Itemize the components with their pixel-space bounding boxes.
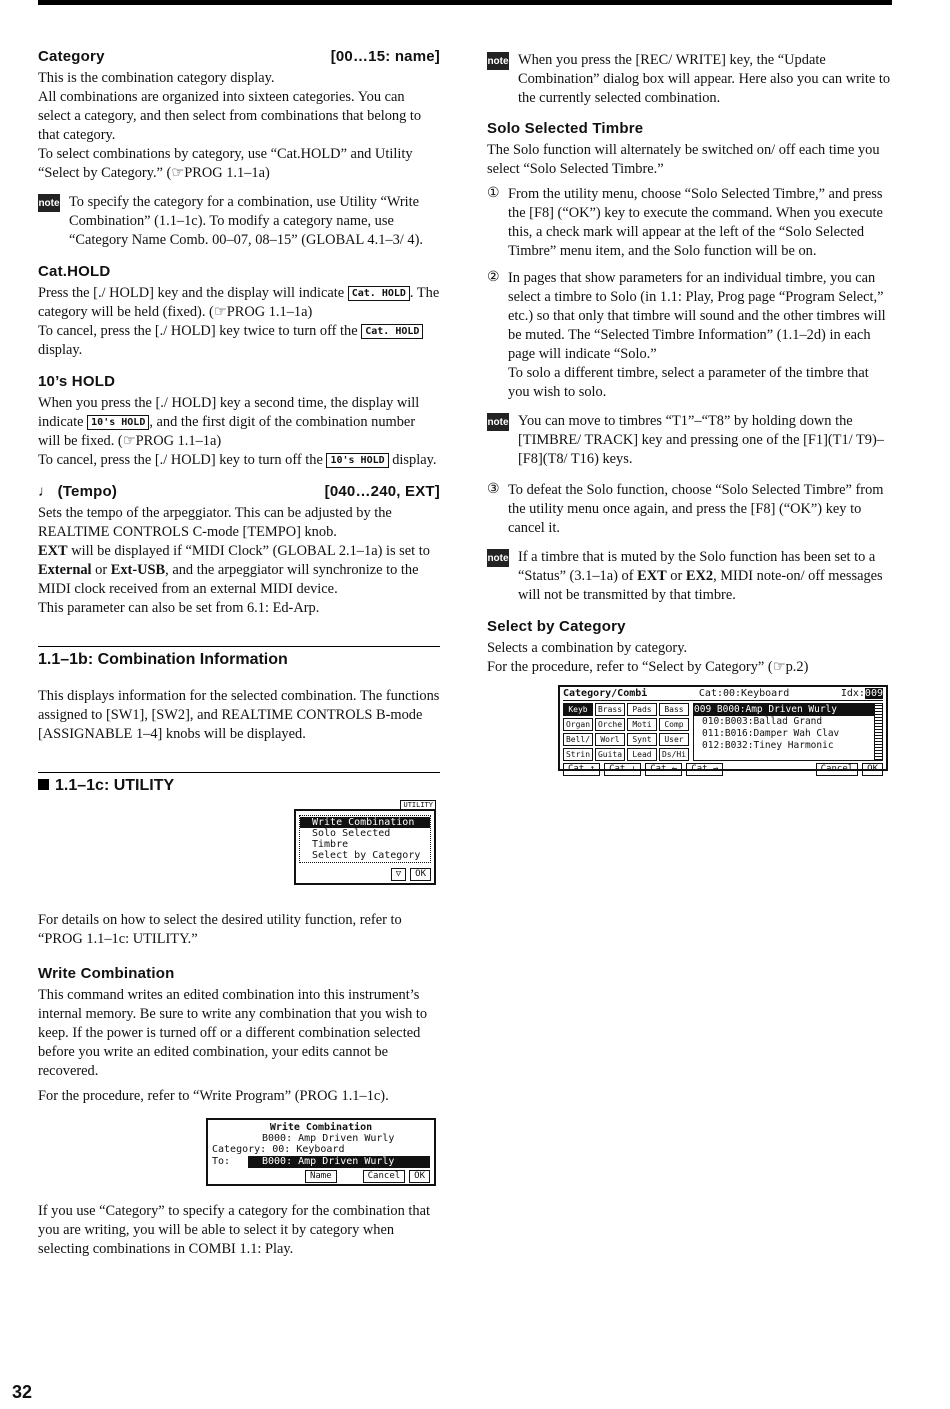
- utility-tag: UTILITY: [400, 800, 436, 810]
- utility-menu-list: [299, 815, 431, 863]
- category-screen-title: Category/Combi: [563, 688, 648, 699]
- note3-ext2: EX2: [685, 568, 714, 584]
- write-dialog-buttons: [212, 1170, 430, 1183]
- write-cat-label: Category:: [212, 1144, 267, 1155]
- heading-tenshold: [38, 373, 440, 390]
- category-screen-body: [563, 703, 883, 761]
- cat-up-button[interactable]: Cat ↑: [563, 763, 600, 776]
- note3-ext: EXT: [637, 568, 667, 584]
- step-2-text-wrap: [508, 269, 892, 402]
- category-tab[interactable]: Bass: [659, 703, 689, 716]
- tenshold-lcd: 10's HOLD: [87, 415, 149, 430]
- category-body-1: This is the combination category display.: [38, 70, 275, 86]
- category-tab[interactable]: Guita: [595, 748, 625, 761]
- write-name-button[interactable]: Name: [305, 1170, 337, 1183]
- cat-right-button[interactable]: Cat →: [686, 763, 723, 776]
- heading-select-by-category: [487, 618, 892, 635]
- category-tab[interactable]: Ds/Hi: [659, 748, 689, 761]
- section-solo: [487, 120, 892, 605]
- section-category: [38, 48, 440, 250]
- section-write: [38, 965, 440, 1259]
- note-update-combination: [487, 51, 892, 108]
- write-dialog-title: Write Combination: [269, 1122, 373, 1133]
- page-number: 32: [12, 1382, 33, 1402]
- category-tab[interactable]: Synt: [627, 733, 657, 746]
- tempo-extusb: Ext-USB: [110, 562, 166, 578]
- cat-move-buttons: [563, 763, 723, 776]
- note-muted-timbre-text: [518, 548, 892, 605]
- solo-title: Solo Selected Timbre: [487, 120, 644, 137]
- solo-step-2: [487, 269, 892, 402]
- note-top-text: When you press the [REC/ WRITE] key, the “Update Combination” dialog box will appear. Here also you can write to the currently selected combination.: [518, 52, 891, 106]
- utility-heading-text: 1.1–1c: UTILITY: [55, 777, 175, 794]
- heading-combination-information: 1.1–1b: Combination Information: [38, 646, 440, 669]
- idx-value[interactable]: 009: [864, 688, 883, 699]
- step-1-text: From the utility menu, choose “Solo Selected Timbre,” and press the [F8] (“OK”) key to execute the command. When you execute this, a check mark will appear at the left of the “Solo Selected Timbre” menu item, and the Solo function will be on.: [508, 186, 883, 259]
- list-scrollbar[interactable]: [874, 704, 882, 760]
- note-timbre-keys: [487, 412, 892, 469]
- cathold-lcd-2: Cat. HOLD: [361, 324, 423, 339]
- utility-body: For details on how to select the desired utility function, refer to “PROG 1.1–1c: UTILITY.”: [38, 912, 402, 947]
- step-3-text: To defeat the Solo function, choose “Solo Selected Timbre” from the utility menu once again, and press the [F8] (“OK”) key to cancel it.: [508, 482, 884, 536]
- step-3-text-wrap: [508, 481, 892, 538]
- category-body-3: To select combinations by category, use “Cat.HOLD” and Utility “Select by Category.” (☞PROG 1.1–1a): [38, 146, 413, 181]
- step-3-number: ③: [487, 482, 500, 497]
- note-icon: note: [38, 194, 60, 212]
- category-note: [38, 193, 440, 250]
- category-note-text: To specify the category for a combination, use Utility “Write Combination” (1.1–1c). To modify a category name, use “Category Name Comb. 00–07, 08–15” (GLOBAL 4.1–3/ 4).: [69, 194, 423, 248]
- category-tab[interactable]: Pads: [627, 703, 657, 716]
- cat-ok-button[interactable]: OK: [862, 763, 883, 776]
- category-tab[interactable]: Comp: [659, 718, 689, 731]
- write-dialog-to[interactable]: [212, 1156, 430, 1168]
- write-p2: For the procedure, refer to “Write Program” (PROG 1.1–1c).: [38, 1088, 389, 1104]
- cathold-p2b: display.: [38, 342, 83, 358]
- selectcat-p1: Selects a combination by category.: [487, 640, 688, 656]
- menu-item-solo-selected-timbre[interactable]: Solo Selected Timbre: [312, 828, 391, 850]
- heading-write: [38, 965, 440, 982]
- category-body-2: All combinations are organized into sixteen categories. You can select a category, and then select from combinations that belong to that category.: [38, 89, 422, 143]
- note-icon: note: [487, 549, 509, 567]
- write-cancel-button[interactable]: Cancel: [363, 1170, 406, 1183]
- step-2-number: ②: [487, 270, 500, 285]
- tenshold-lcd-2: 10's HOLD: [326, 453, 388, 468]
- left-column: [38, 48, 440, 1272]
- write-cat-value: 00: Keyboard: [272, 1144, 345, 1155]
- tenshold-title: 10’s HOLD: [38, 373, 116, 390]
- cat-down-button[interactable]: Cat ↓: [604, 763, 641, 776]
- menu-item-select-by-category[interactable]: Select by Category: [312, 850, 421, 861]
- heading-solo: [487, 120, 892, 137]
- square-bullet-icon: [38, 779, 49, 790]
- section-tempo: [38, 483, 440, 618]
- tenshold-p2a: To cancel, press the [./ HOLD] key to turn off the: [38, 452, 327, 468]
- category-tab[interactable]: Lead: [627, 748, 657, 761]
- category-screen-cat: Cat:00:Keyboard: [698, 688, 790, 699]
- note-muted-timbre: [487, 548, 892, 605]
- note-icon: note: [487, 52, 509, 70]
- tenshold-p1b: , and the first digit of the combination number will be fixed. (☞PROG 1.1–1a): [38, 414, 416, 449]
- section-select-by-category: [487, 618, 892, 774]
- idx-label: Idx:: [840, 688, 865, 699]
- cat-cancel-button[interactable]: Cancel: [816, 763, 859, 776]
- selectcat-p2: For the procedure, refer to “Select by Category” (☞p.2): [487, 659, 809, 675]
- category-tab[interactable]: Worl: [595, 733, 625, 746]
- utility-ok-button[interactable]: OK: [410, 868, 431, 881]
- write-dialog-name: B000: Amp Driven Wurly: [262, 1133, 395, 1144]
- tenshold-p1a: When you press the [./ HOLD] key a second time, the display will indicate: [38, 395, 420, 430]
- note3a: If a timbre that is muted by the Solo function has been set to a “Status” (3.1–1a) of: [518, 549, 876, 584]
- cathold-title: Cat.HOLD: [38, 263, 111, 280]
- category-tab[interactable]: Bell/: [563, 733, 593, 746]
- selectcat-title: Select by Category: [487, 618, 626, 635]
- solo-step-1: [487, 185, 892, 261]
- tempo-p2a: will be displayed if “MIDI Clock” (GLOBAL 2.1–1a) is set to: [67, 543, 430, 559]
- write-to-value[interactable]: B000: Amp Driven Wurly: [248, 1156, 430, 1168]
- cathold-p1b: . The category will be held (fixed). (☞PROG 1.1–1a): [38, 285, 440, 320]
- heading-tempo: [38, 483, 440, 500]
- section-tenshold: [38, 373, 440, 470]
- note-icon: note: [487, 413, 509, 431]
- top-rule: [38, 0, 892, 5]
- menu-item-write-combination[interactable]: Write Combination: [300, 817, 430, 828]
- write-p3: If you use “Category” to specify a category for the combination that you are writing, you will be able to select it by category when selecting combinations in COMBI 1.1: Play.: [38, 1203, 431, 1257]
- utility-menu-frame: [294, 809, 436, 885]
- cathold-p1: [38, 284, 440, 322]
- cat-dialog-buttons: [816, 763, 883, 776]
- tenshold-p1: [38, 394, 440, 451]
- tempo-ext: EXT: [38, 543, 68, 559]
- write-dialog-category[interactable]: [212, 1144, 430, 1156]
- category-tab[interactable]: Organ: [563, 718, 593, 731]
- tempo-external: External: [38, 562, 92, 578]
- tempo-p1: Sets the tempo of the arpeggiator. This can be adjusted by the REALTIME CONTROLS C-mode [TEMPO] knob.: [38, 505, 392, 540]
- list-item[interactable]: 010:B003:Ballad Grand: [702, 716, 823, 727]
- right-column: [487, 48, 892, 784]
- cat-left-button[interactable]: Cat ←: [645, 763, 682, 776]
- solo-intro: The Solo function will alternately be switched on/ off each time you select “Solo Selected Timbre.”: [487, 142, 880, 177]
- list-item[interactable]: 009 B000:Amp Driven Wurly: [694, 704, 874, 716]
- write-ok-button[interactable]: OK: [409, 1170, 430, 1183]
- category-tab[interactable]: Keyb: [563, 703, 593, 716]
- info-body: This displays information for the selected combination. The functions assigned to [SW1], [SW2], and REALTIME CONTROLS B-mode [ASSIGNABLE 1–4] knobs will be displayed.: [38, 688, 440, 742]
- step-2-text-a: In pages that show parameters for an individual timbre, you can select a timbre to Solo (in 1.1: Play, Prog page “Program Select,” etc.) so that only that timbre will sound and the other timbres will be muted. The “Selected Timbre Information” (1.1–2d) in each page will indicate “Solo.”: [508, 270, 886, 362]
- category-screen-header: [563, 688, 883, 701]
- step-1-text-wrap: [508, 185, 892, 261]
- category-tab[interactable]: User: [659, 733, 689, 746]
- cathold-p1a: Press the [./ HOLD] key and the display will indicate: [38, 285, 348, 301]
- heading-cathold: [38, 263, 440, 280]
- write-dialog-screen: [206, 1118, 436, 1186]
- tempo-p3: This parameter can also be set from 6.1: Ed-Arp.: [38, 600, 320, 616]
- section-cathold: [38, 263, 440, 360]
- tempo-title-wrap: [38, 483, 117, 500]
- category-screen-buttons: [563, 763, 883, 776]
- list-item[interactable]: 011:B016:Damper Wah Clav: [702, 728, 840, 739]
- step-2-text-b: To solo a different timbre, select a parameter of the timbre that you wish to solo.: [508, 365, 869, 400]
- tenshold-p2: [38, 451, 440, 470]
- note-timbre-keys-text: You can move to timbres “T1”–“T8” by holding down the [TIMBRE/ TRACK] key and pressing one of the [F1](T1/ T9)–[F8](T8/ T16) keys.: [518, 413, 884, 467]
- chevron-down-icon[interactable]: ▽: [391, 868, 406, 881]
- list-item[interactable]: 012:B032:Tiney Harmonic: [702, 740, 834, 751]
- category-tab-grid: [563, 703, 689, 761]
- cathold-lcd: Cat. HOLD: [348, 286, 410, 301]
- write-to-label: To:: [212, 1156, 231, 1167]
- cathold-p2: [38, 322, 440, 360]
- cathold-p2a: To cancel, press the [./ HOLD] key twice to turn off the: [38, 323, 362, 339]
- tempo-p2: [38, 542, 440, 599]
- heading-utility: [38, 772, 440, 795]
- category-tab[interactable]: Strin: [563, 748, 593, 761]
- write-title: Write Combination: [38, 965, 175, 982]
- category-screen-idx: [841, 688, 883, 700]
- note3b: , MIDI note-on/ off messages will not be transmitted by that timbre.: [518, 568, 883, 603]
- combination-list: [693, 703, 883, 761]
- note3-or: or: [666, 568, 686, 584]
- category-combi-screen: [558, 685, 888, 774]
- utility-buttons: [391, 868, 431, 881]
- tempo-p2b: , and the arpeggiator will synchronize to the MIDI clock received from an external MIDI device.: [38, 562, 419, 597]
- write-p1: This command writes an edited combination into this instrument’s internal memory. Be sure to write any combination that you wish to keep. If the power is turned off or a different combination selected before you write an edited combination, your edits cannot be recovered.: [38, 987, 428, 1079]
- category-title: Category: [38, 48, 105, 65]
- tempo-title: (Tempo): [57, 483, 118, 500]
- tempo-or: or: [91, 562, 111, 578]
- tempo-range: [040…240, EXT]: [324, 483, 440, 500]
- heading-category: [38, 48, 440, 65]
- note-symbol-icon: ♩: [38, 483, 54, 500]
- category-tab[interactable]: Moti: [627, 718, 657, 731]
- category-tab[interactable]: Brass: [595, 703, 625, 716]
- category-tab[interactable]: Orche: [595, 718, 625, 731]
- utility-menu-screen: [294, 801, 436, 885]
- solo-step-3: [487, 481, 892, 538]
- step-1-number: ①: [487, 186, 500, 201]
- category-range: [00…15: name]: [330, 48, 440, 65]
- tenshold-p2b: display.: [388, 452, 437, 468]
